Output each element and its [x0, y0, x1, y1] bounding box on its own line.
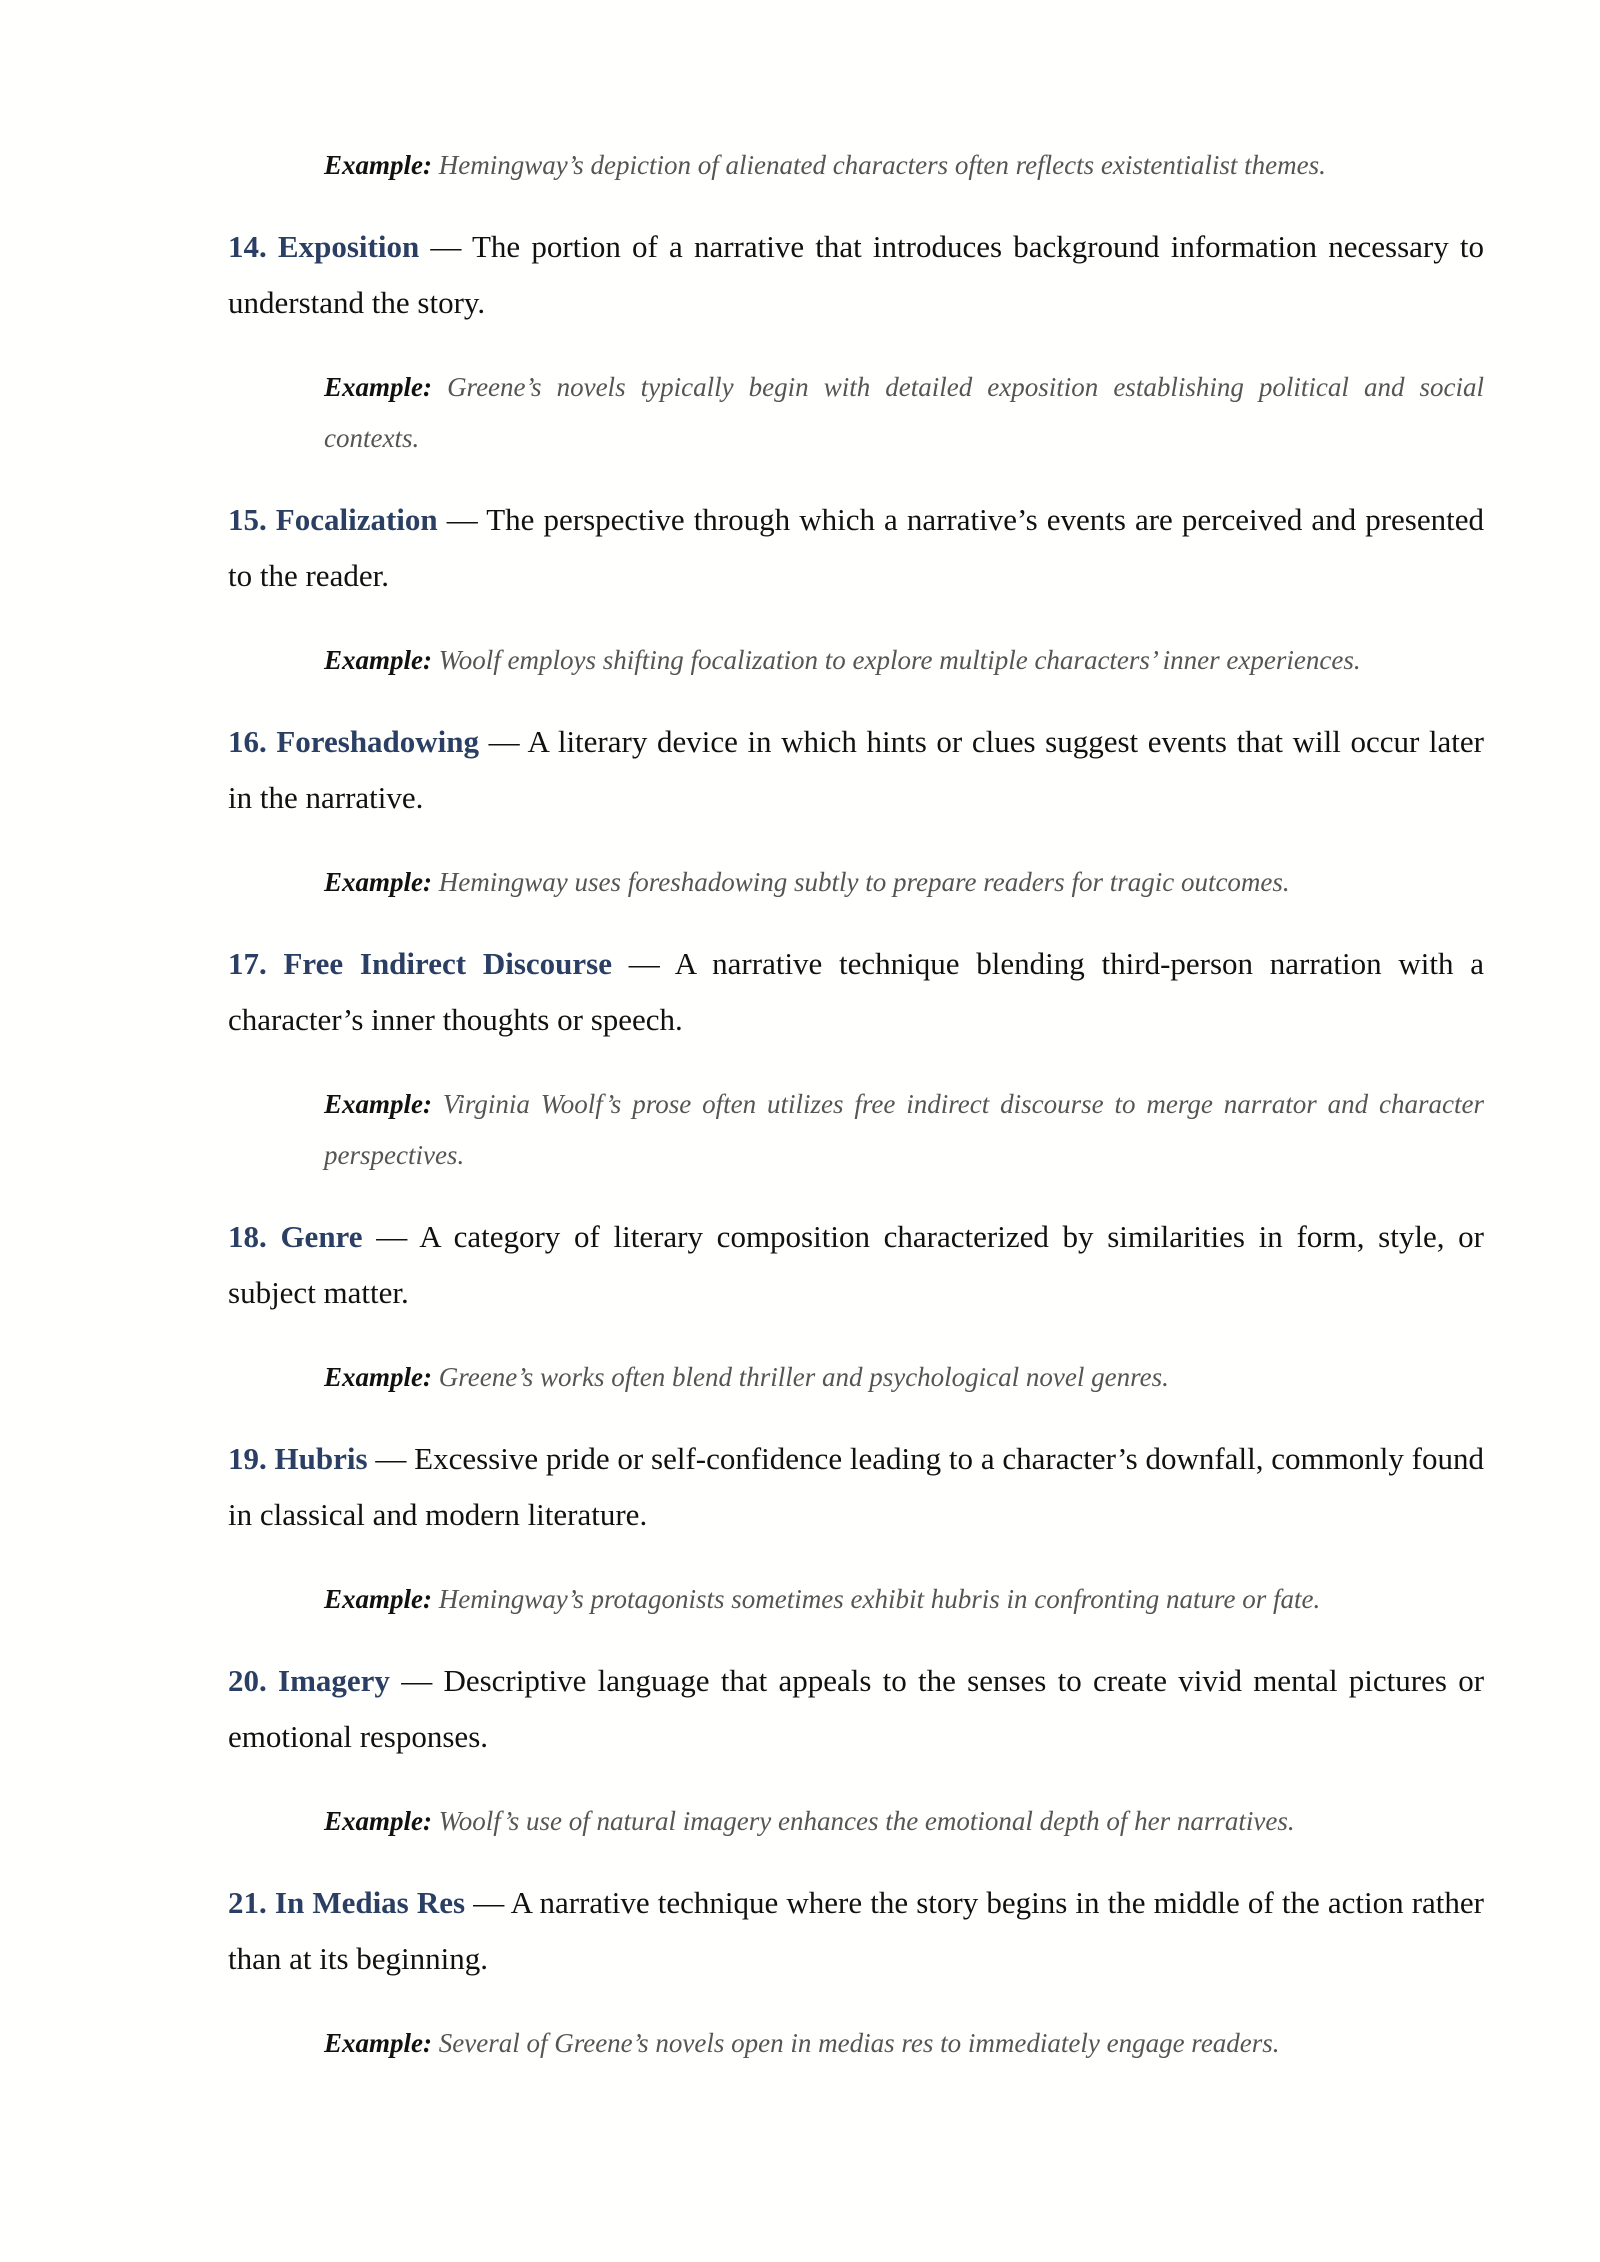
example-label: Example: [324, 1089, 432, 1119]
entry-definition: — A literary device in which hints or clues suggest events that will occur later in the narrative. [228, 724, 1485, 815]
entry-definition: — A category of literary composition characterized by similarities in form, style, or subject matter. [228, 1219, 1484, 1310]
example-label: Example: [324, 645, 432, 675]
example-label: Example: [324, 1362, 432, 1392]
glossary-entry-in-medias-res [228, 1875, 1484, 1987]
example-label: Example: [324, 867, 432, 897]
glossary-content [228, 140, 1484, 2096]
example-label: Example: [324, 1806, 432, 1836]
entry-example [324, 362, 1484, 464]
glossary-entry-genre [228, 1209, 1484, 1321]
entry-example [324, 1574, 1484, 1625]
entry-definition: — A narrative technique blending third-person narration with a character’s inner thoughts or speech. [228, 946, 1485, 1037]
example-label: Example: [324, 150, 432, 180]
entry-definition: — The portion of a narrative that introduces background information necessary to understand the story. [228, 229, 1484, 320]
entry-term: 15. Focalization [228, 502, 438, 537]
entry-term: 17. Free Indirect Discourse [228, 946, 612, 981]
entry-term: 18. Genre [228, 1219, 363, 1254]
glossary-entry-hubris [228, 1431, 1484, 1543]
example-text: Greene’s novels typically begin with detailed exposition establishing political and social contexts. [324, 372, 1484, 453]
example-text: Greene’s works often blend thriller and psychological novel genres. [438, 1362, 1169, 1392]
example-text: Hemingway’s depiction of alienated characters often reflects existentialist themes. [438, 150, 1326, 180]
example-text: Virginia Woolf’s prose often utilizes free indirect discourse to merge narrator and character perspectives. [324, 1089, 1485, 1170]
entry-term: 19. Hubris [228, 1441, 368, 1476]
example-text: Several of Greene’s novels open in medias res to immediately engage readers. [438, 2028, 1280, 2058]
entry-term: 21. In Medias Res [228, 1885, 466, 1920]
entry-example [324, 1352, 1484, 1403]
entry-example [324, 1796, 1484, 1847]
glossary-entry-focalization [228, 492, 1484, 604]
glossary-entry-free-indirect-discourse [228, 936, 1484, 1048]
entry-example [324, 635, 1484, 686]
example-label: Example: [324, 1584, 432, 1614]
glossary-entry-exposition [228, 219, 1484, 331]
entry-term: 16. Foreshadowing [228, 724, 480, 759]
entry-term: 20. Imagery [228, 1663, 390, 1698]
entry-example [324, 857, 1484, 908]
entry-definition: — A narrative technique where the story begins in the middle of the action rather than at its beginning. [228, 1885, 1485, 1976]
entry-definition: — The perspective through which a narrative’s events are perceived and presented to the reader. [228, 502, 1484, 593]
example-text: Woolf employs shifting focalization to explore multiple characters’ inner experiences. [438, 645, 1361, 675]
glossary-entry-imagery [228, 1653, 1484, 1765]
example-text: Hemingway’s protagonists sometimes exhibit hubris in confronting nature or fate. [438, 1584, 1321, 1614]
entry-definition: — Descriptive language that appeals to the senses to create vivid mental pictures or emotional responses. [228, 1663, 1485, 1754]
example-text: Hemingway uses foreshadowing subtly to prepare readers for tragic outcomes. [438, 867, 1290, 897]
example-label: Example: [324, 372, 432, 402]
example-text: Woolf’s use of natural imagery enhances the emotional depth of her narratives. [438, 1806, 1295, 1836]
entry-term: 14. Exposition [228, 229, 420, 264]
glossary-entry-foreshadowing [228, 714, 1484, 826]
entry-example [324, 2018, 1484, 2069]
entry-definition: — Excessive pride or self-confidence leading to a character’s downfall, commonly found in classical and modern literature. [228, 1441, 1484, 1532]
leading-example [324, 140, 1484, 191]
entry-example [324, 1079, 1484, 1181]
example-label: Example: [324, 2028, 432, 2058]
